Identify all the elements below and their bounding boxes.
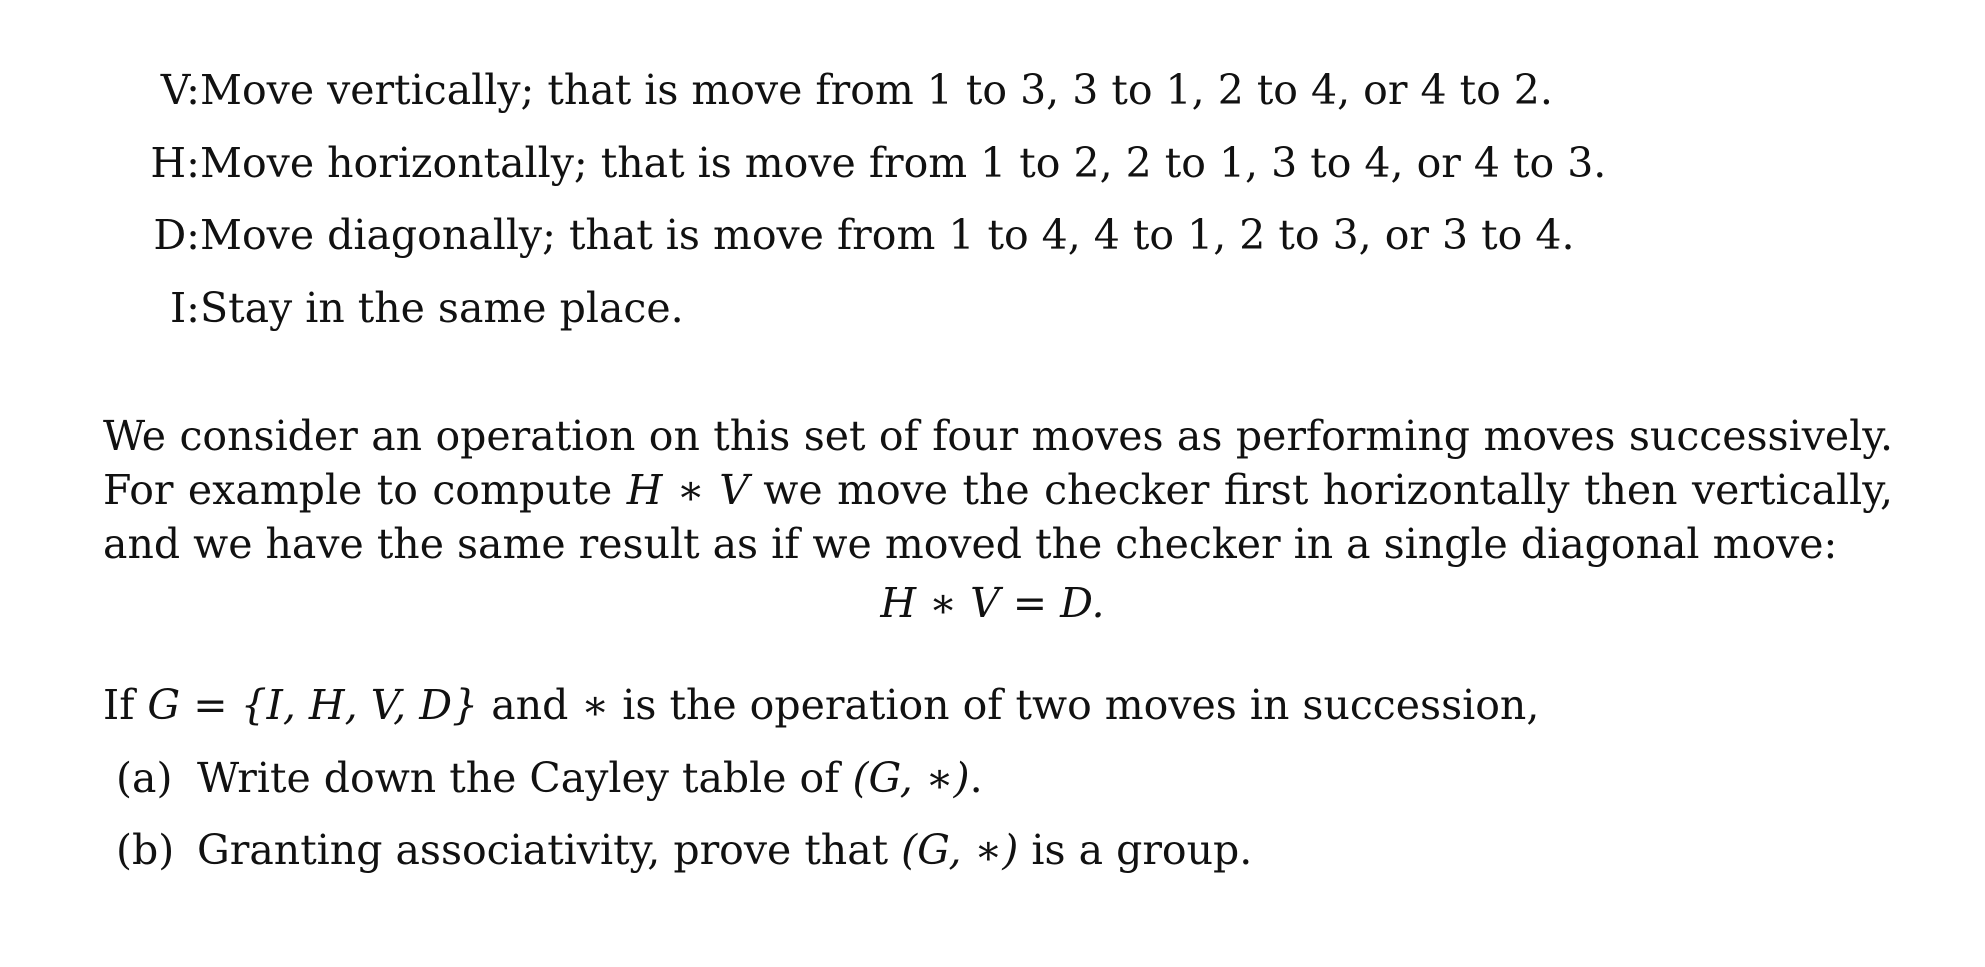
intro-text-end: is the operation of two moves in succession, bbox=[609, 681, 1540, 729]
task-text-end: . bbox=[969, 754, 983, 802]
group-notation-math: (G, ∗) bbox=[901, 826, 1019, 874]
operation-symbol: ∗ bbox=[581, 681, 610, 729]
task-label: (a) bbox=[116, 754, 173, 802]
move-label: H: bbox=[150, 139, 200, 187]
task-text-start: Granting associativity, prove that bbox=[197, 826, 902, 874]
paragraph-text-end: we move the checker first horizontally then vertically, and we have the same result as if we moved the checker in a single diagonal move: bbox=[103, 466, 1893, 568]
operation-paragraph bbox=[103, 409, 1893, 571]
paragraph-text-start: We consider an operation on this set of four moves as performing moves successively. For example to compute bbox=[103, 412, 1893, 514]
inline-math-h-star-v: H ∗ V bbox=[626, 466, 749, 514]
task-label: (b) bbox=[116, 826, 175, 874]
move-label: D: bbox=[153, 211, 200, 259]
task-text-end: is a group. bbox=[1018, 826, 1253, 874]
move-item-v bbox=[0, 62, 1985, 118]
move-description: Move horizontally; that is move from 1 to 2, 2 to 1, 3 to 4, or 4 to 3. bbox=[200, 139, 1607, 187]
intro-text-middle: and bbox=[478, 681, 582, 729]
task-item-b bbox=[0, 822, 1985, 878]
move-item-i bbox=[0, 280, 1985, 336]
display-equation: H ∗ V = D. bbox=[880, 579, 1105, 627]
task-description bbox=[197, 750, 983, 806]
set-g-math: G = {I, H, V, D} bbox=[147, 681, 479, 729]
task-description bbox=[197, 822, 1252, 878]
move-description: Move vertically; that is move from 1 to 3, 3 to 1, 2 to 4, or 4 to 2. bbox=[200, 66, 1553, 114]
group-notation-math: (G, ∗) bbox=[852, 754, 970, 802]
move-label: V: bbox=[160, 66, 200, 114]
move-description: Stay in the same place. bbox=[200, 284, 684, 332]
task-item-a bbox=[0, 750, 1985, 806]
problem-intro bbox=[103, 677, 1903, 733]
move-item-h bbox=[0, 135, 1985, 191]
move-item-d bbox=[0, 207, 1985, 263]
task-text-start: Write down the Cayley table of bbox=[197, 754, 853, 802]
move-description: Move diagonally; that is move from 1 to 4, 4 to 1, 2 to 3, or 3 to 4. bbox=[200, 211, 1575, 259]
move-label: I: bbox=[169, 284, 200, 332]
intro-text-start: If bbox=[103, 681, 148, 729]
